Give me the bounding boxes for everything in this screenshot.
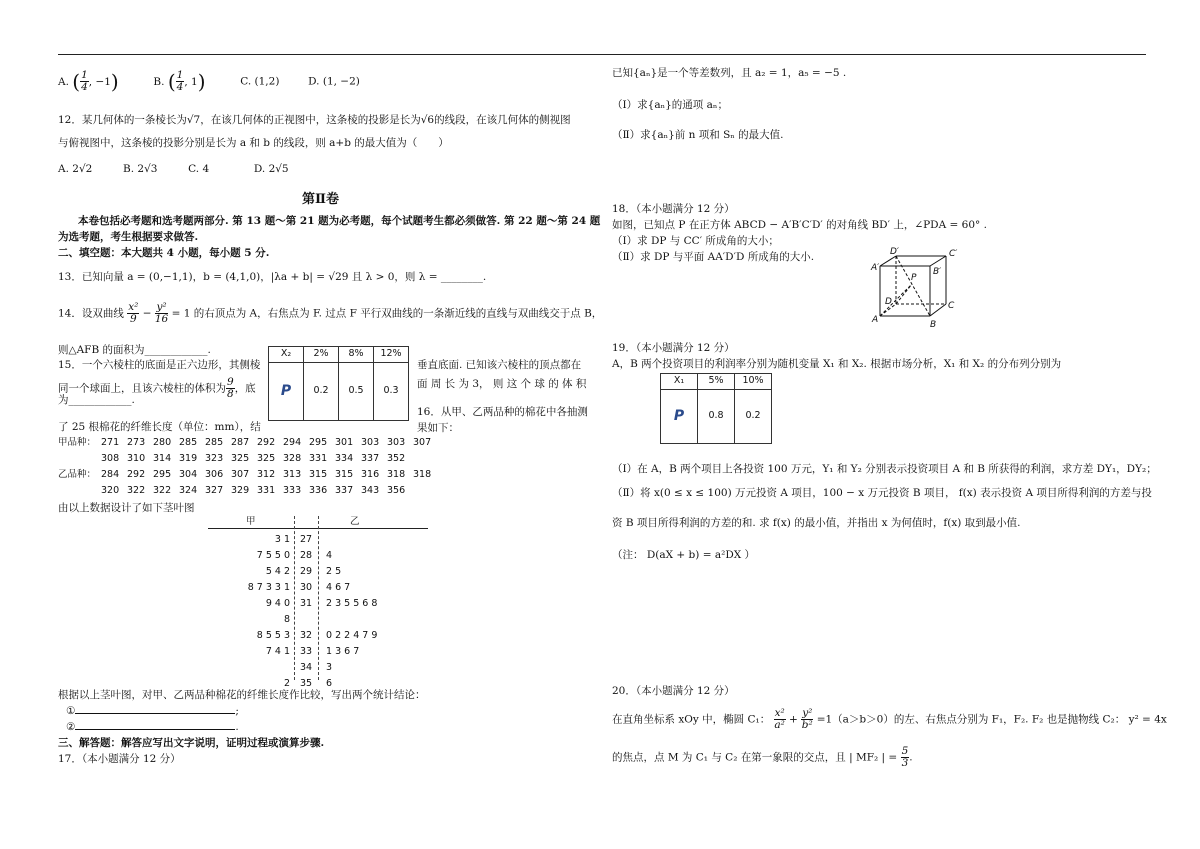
yi-value: 304 [179,469,198,480]
q17-p1: （Ⅰ）求{aₙ}的通项 aₙ； [612,99,728,111]
numerator: x² [128,301,139,313]
q20-post: =1（a＞b＞0）的左、右焦点分别为 F₁，F₂. F₂ 也是抛物线 C₂： y² = 4x [816,713,1167,726]
q18-line1: 如图，已知点 P 在正方体 ABCD − A′B′C′D′ 的对角线 BD′ 上，∠PDA = 60° . [612,219,987,231]
q11-option-a: A. ( $\frac{1}{4}$ , −1) [58,68,119,93]
x1-distribution-table [660,373,772,444]
yi-value: 306 [205,469,224,480]
yi-value: 331 [257,485,276,496]
q12-options [58,162,289,176]
numerator: x² [774,707,785,719]
label-d: D [885,297,892,307]
stem-divider-left [294,516,295,680]
q12-option-b: B. 2√3 [123,163,158,175]
denominator: 9 [129,313,137,326]
yi-value: 329 [231,485,250,496]
yi-value: 320 [101,485,120,496]
fraction [80,70,89,93]
table-header: 12% [374,347,409,363]
q15-right2: 面 周 长 为 3， 则 这 个 球 的 体 积 [417,378,587,390]
yi-value: 312 [257,469,276,480]
stem-left-leaves: 8 5 5 3 [256,630,290,641]
fraction [901,745,913,770]
q19-p3: 资 B 项目所得利润的方差的和. 求 f(x) 的最小值，并指出 x 为何值时，f(x) 取到最小值. [612,517,1021,529]
header-rule [58,54,1146,55]
stem-divider-right [318,516,319,680]
numerator: 9 [227,376,234,388]
stem-left-leaves: 8 7 3 3 1 [247,582,290,593]
table-p-label: P [661,390,698,444]
stem-conclusion: 根据以上茎叶图，对甲、乙两品种棉花的纤维长度作比较，写出两个统计结论： [58,689,426,701]
conclusion-2-mark: ② [66,721,76,733]
label-c: C [948,301,955,311]
q18-head: 18．（本小题满分 12 分） [612,203,735,215]
yi-value: 337 [335,485,354,496]
jia-value: 314 [153,453,172,464]
q15-b-text: 同一个球面上，且该六棱柱的体积为 [58,382,226,395]
yi-value: 292 [127,469,146,480]
yi-value: 356 [387,485,406,496]
cube-figure [868,246,968,332]
denominator: b² [801,719,813,732]
conclusion-1-mark: ① [66,705,76,717]
q17-line1: 已知{aₙ}是一个等差数列，且 a₂ = 1，a₅ = −5 . [612,67,847,79]
q11-option-c [240,76,279,88]
denominator: 4 [176,81,184,93]
jia-value: 319 [179,453,198,464]
q20-head: 20．（本小题满分 12 分） [612,685,735,697]
label-b: B [930,320,937,330]
stem-right-leaves: 4 [326,550,333,561]
jia-value: 337 [361,453,380,464]
jia-row-2 [101,453,413,466]
q14-line2: 则△AFB 的面积为____________. [58,344,211,356]
jia-value: 323 [205,453,224,464]
yi-value: 327 [205,485,224,496]
conclusion-1-blank[interactable] [75,713,235,714]
q12-option-a: A. 2√2 [58,163,93,175]
option-letter: D. [308,75,320,88]
part2-title: 第Ⅱ卷 [302,192,339,207]
stem-right-leaves: 6 [326,678,333,689]
yi-value: 322 [153,485,172,496]
jia-value: 334 [335,453,354,464]
stem-right-leaves: 2 5 [326,566,342,577]
jia-value: 328 [283,453,302,464]
stem-left-leaves: 5 4 2 [265,566,290,577]
q15-right1: 垂直底面. 已知该六棱柱的顶点都在 [417,359,582,371]
stem-value: 31 [300,598,313,609]
stem-value: 32 [300,630,313,641]
label-d-prime: D′ [890,247,899,257]
q16-intro: 了 25 根棉花的纤维长度（单位：mm），结 [58,421,261,433]
table-header: X₂ [269,347,304,363]
conclusion-2-blank[interactable] [75,729,235,730]
stem-value: 34 [300,662,313,673]
label-c-prime: C′ [949,249,958,259]
stem-right-leaves: 3 [326,662,333,673]
q19-head: 19．（本小题满分 12 分） [612,342,735,354]
denominator: 4 [81,81,88,93]
jia-value: 308 [101,453,120,464]
jia-value: 307 [413,437,432,448]
q20-line2 [612,746,913,769]
table-header: 5% [698,374,735,390]
yi-value: 315 [309,469,328,480]
yi-value: 336 [309,485,328,496]
stem-value: 29 [300,566,313,577]
q12-option-d: D. 2√5 [253,163,289,175]
jia-value: 310 [127,453,146,464]
numerator: y² [802,707,813,719]
q19-line1: A，B 两个投资项目的利润率分别为随机变量 X₁ 和 X₂. 根据市场分析，X₁ 和 X₂ 的分布列分别为 [612,358,1062,370]
edge [930,304,946,316]
jia-value: 325 [257,453,276,464]
q14: 14．设双曲线 $\frac{\text{x²}}{9}$ − $\frac{\text{y²}}{16}$ = 1 的右顶点为 A，右焦点为 F. 过点 F 平行双曲线的一条渐近线的直线与双曲线交于点 B， [58,301,603,326]
q11-option-b: B. ( $\frac{1}{4}$ , 1) [153,68,206,93]
yi-label: 乙品种： [58,469,97,480]
jia-value: 303 [387,437,406,448]
numerator: y² [156,301,167,313]
jia-value: 285 [179,437,198,448]
fraction [801,708,813,731]
yi-value: 324 [179,485,198,496]
table-header: X₁ [661,374,698,390]
stem-value: 27 [300,534,313,545]
jia-value: 303 [361,437,380,448]
table-header: 2% [304,347,339,363]
stem-leaf-plot [200,516,435,689]
q15-b-post: ，底 [234,382,256,395]
stem-left-leaves: 8 [283,614,290,625]
yi-value: 313 [283,469,302,480]
option-letter: A. [58,75,69,88]
q12-option-c: C. 4 [188,163,210,175]
yi-row-2 [101,485,413,498]
stem-right-leaves: 4 6 7 [326,582,351,593]
stem-left-leaves: 7 4 1 [265,646,290,657]
edge [930,256,946,266]
option-rest: , −1 [88,75,111,88]
option-rest: , 1 [184,75,198,88]
jia-value: 352 [387,453,406,464]
yi-value: 315 [335,469,354,480]
table-cell: 0.2 [735,390,772,444]
label-b-prime: B′ [933,267,942,277]
stem-value: 35 [300,678,313,689]
table-cell: 0.8 [698,390,735,444]
table-header: 10% [735,374,772,390]
numerator: 1 [176,68,184,81]
stem-intro: 由以上数据设计了如下茎叶图 [58,502,195,514]
jia-value: 285 [205,437,224,448]
numerator: 1 [81,68,88,81]
q18-p1: （Ⅰ）求 DP 与 CC′ 所成角的大小； [612,235,779,247]
numerator: 5 [901,745,909,757]
q20-pre: 在直角坐标系 xOy 中，椭圆 C₁： [612,713,771,726]
jia-value: 301 [335,437,354,448]
stem-head-right: 乙 [350,516,360,527]
q12-line1: 12．某几何体的一条棱长为√7，在该几何体的正视图中，这条棱的投影是长为√6的线段，在该几何体的侧视图 [58,114,571,126]
label-p: P [911,273,917,283]
denominator: 3 [901,757,909,770]
label-a-prime: A′ [871,263,880,273]
q20-line2-post: . [909,751,913,764]
yi-value: 295 [153,469,172,480]
conclusion-1: ① ; [66,705,239,717]
denominator: 16 [154,313,169,326]
q20-line1: 在直角坐标系 xOy 中，椭圆 C₁： $\frac{\text{x²}}{\text{a²}}$ + $\frac{\text{y²}}{\text{b²}}$ =1（a＞b＞0）的左、右焦点分别为 F₁，F₂. F₂ 也是抛物线 C₂： y² = 4x [612,707,1167,732]
stem-value: 30 [300,582,313,593]
option-letter: C. [240,75,252,88]
section3-title: 三、解答题：解答应写出文字说明，证明过程或演算步骤. [58,737,325,749]
q20-line2-text: 的焦点，点 M 为 C₁ 与 C₂ 在第一象限的交点，且 | MF₂ | = [612,751,898,764]
option-text: (1, −2) [322,75,360,88]
q13: 13．已知向量 a = (0,−1,1)，b = (4,1,0)，|λa + b| = √29 且 λ > 0，则 λ = ________. [58,271,487,283]
stem-right-leaves: 0 2 2 4 7 9 [326,630,378,641]
q18-p2: （Ⅱ）求 DP 与平面 AA′D′D 所成角的大小. [612,251,815,263]
fraction [774,708,786,731]
yi-value: 284 [101,469,120,480]
stem-value: 28 [300,550,313,561]
jia-row-1 [101,437,439,450]
fraction [155,302,168,325]
table-cell: 0.2 [304,363,339,421]
stem-right-leaves: 1 3 6 7 [326,646,360,657]
denominator: 8 [227,388,234,401]
jia-value: 271 [101,437,120,448]
label-a: A [872,315,879,325]
jia-value: 325 [231,453,250,464]
yi-value: 316 [361,469,380,480]
denominator: a² [774,719,785,732]
option-text: (1,2) [254,75,280,88]
q14-pre: 14．设双曲线 [58,307,124,320]
conclusion-2: ② . [66,721,239,733]
stem-value: 33 [300,646,313,657]
part2-intro1: 本卷包括必考题和选考题两部分. 第 13 题～第 21 题为必考题，每个试题考生都必须做答. 第 22 题～第 24 题 [78,215,601,227]
x2-distribution-table [268,346,409,421]
jia-value: 294 [283,437,302,448]
stem-left-leaves: 2 [283,678,290,689]
q15-c: 为____________. [58,394,135,406]
yi-value: 343 [361,485,380,496]
q11-options [58,68,360,95]
edge [880,256,896,266]
jia-value: 280 [153,437,172,448]
q17-head: 17．（本小题满分 12 分） [58,753,181,765]
stem-left-leaves: 9 4 0 [265,598,290,609]
table-cell: 0.3 [374,363,409,421]
q19-note: （注： D(aX + b) = a²DX ） [612,549,756,561]
yi-value: 318 [413,469,432,480]
q19-p1: （Ⅰ）在 A，B 两个项目上各投资 100 万元，Y₁ 和 Y₂ 分别表示投资项目 A 和 B 所获得的利润，求方差 DY₁，DY₂； [612,463,1157,475]
q19-p2: （Ⅱ）将 x(0 ≤ x ≤ 100) 万元投资 A 项目，100 − x 万元投资 B 项目， f(x) 表示投资 A 项目所得利润的方差与投 [612,487,1152,499]
stem-left-leaves: 7 5 5 0 [256,550,290,561]
q11-option-d [308,76,360,88]
fraction [226,377,235,400]
q17-p2: （Ⅱ）求{aₙ}前 n 项和 Sₙ 的最大值. [612,129,784,141]
jia-value: 287 [231,437,250,448]
jia-label: 甲品种： [58,437,97,448]
yi-value: 333 [283,485,302,496]
yi-row-1 [101,469,439,482]
yi-value: 322 [127,485,146,496]
yi-value: 307 [231,469,250,480]
q12-line2: 与俯视图中，这条棱的投影分别是长为 a 和 b 的线段，则 a+b 的最大值为（ ） [58,137,449,149]
q16-right2: 果如下： [417,422,459,434]
q16-right1: 16．从甲、乙两品种的棉花中各抽测 [417,406,588,418]
q15-a: 15．一个六棱柱的底面是正六边形，其侧棱 [58,359,261,371]
fraction [127,302,139,325]
table-p-label: P [269,363,304,421]
diagonal-bd [896,256,930,316]
jia-value: 292 [257,437,276,448]
q14-post: = 1 的右顶点为 A，右焦点为 F. 过点 F 平行双曲线的一条渐近线的直线与双曲线交于点 B， [171,307,603,320]
option-letter: B. [153,75,165,88]
stem-head-left: 甲 [246,516,256,527]
table-cell: 0.5 [339,363,374,421]
stem-right-leaves: 2 3 5 5 6 8 [326,598,378,609]
part2-intro2: 为选考题，考生根据要求做答. [58,231,199,243]
table-header: 8% [339,347,374,363]
stem-left-leaves: 3 1 [274,534,290,545]
jia-value: 331 [309,453,328,464]
jia-value: 273 [127,437,146,448]
section2-title: 二、填空题：本大题共 4 小题，每小题 5 分. [58,247,270,259]
yi-value: 318 [387,469,406,480]
jia-value: 295 [309,437,328,448]
